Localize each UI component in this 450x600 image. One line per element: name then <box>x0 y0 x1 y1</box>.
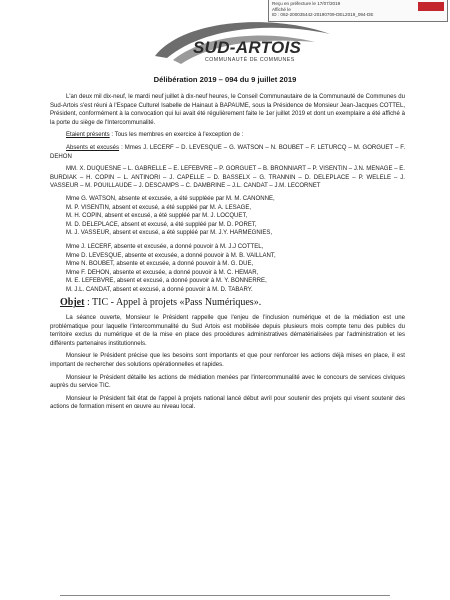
logo-subtitle: COMMUNAUTÉ DE COMMUNES <box>205 57 295 63</box>
absents-label: Absents et excusés <box>66 144 120 151</box>
pouvoirs-list <box>66 243 405 295</box>
suppleants-list <box>66 195 405 238</box>
list-item: Mme G. WATSON, absente et excusée, a été suppléée par M. M. CANONNE, <box>66 195 275 202</box>
prefecture-stamp <box>268 0 448 22</box>
list-item: M. J. VASSEUR, absent et excusé, a été suppléé par M. J.Y. HARMEGNIES, <box>66 230 273 237</box>
list-item: M. J.L. CANDAT, absent et excusé, a donné pouvoir à M. D. TABARY. <box>66 286 253 293</box>
list-item: Mme D. LEVESQUE, absente et excusée, a donné pouvoir à M. B. VAILLANT, <box>66 252 276 259</box>
prefecture-logo-icon <box>418 2 444 11</box>
logo-name: SUD-ARTOIS <box>193 38 302 57</box>
list-item: Mme N. BOUBET, absente et excusée, a donné pouvoir à M. G. DUE, <box>66 261 254 268</box>
presents-text: : Tous les membres en exercice à l'exception de : <box>109 132 244 139</box>
presents-line <box>50 131 405 140</box>
absents-text: : Mmes J. LECERF – D. LEVESQUE – G. WATSON – N. BOUBET – F. LETURCQ – M. GORGUET – F. DEHON <box>50 144 406 160</box>
list-item: M. H. COPIN, absent et excusé, a été suppléé par M. J. LOCQUET, <box>66 213 248 220</box>
intro-paragraph: L'an deux mil dix-neuf, le mardi neuf juillet à dix-neuf heures, le Conseil Communautaire de la Communauté de Communes du Sud-Artois s'est réuni à l'Espace Culturel Isabelle de Hainaut à BAPAUME, sous la Présidence de Monsieur Jean-Jacques COTTEL, Président, conformément à la convocation qui lui avait été régulièrement faite le 1er juillet 2019 et dont un exemplaire a été affiché à la porte du siège de l'Intercommunalité. <box>50 94 405 126</box>
stamp-received: Reçu en préfecture le 17/07/2019 <box>272 1 341 6</box>
footer-divider <box>60 595 390 596</box>
mm-absents-paragraph: MM. X. DUQUESNE – L. GABRELLE – E. LEFEBVRE – P. GORGUET – B. BRONNIART – P. VISENTIN – J.N. MENAGE – E. BURDIAK – H. COPIN – L. ANTINORI – J. CAPELLE – D. BASSELX – G. TRANNIN – D. DELEPLACE – P. WELELE – J. VASSEUR – M. POUILLAUDE – J. DESCAMPS – C. DAMBRINE – J.L. CANDAT – J.M. LECORNET <box>50 166 405 190</box>
body-paragraph: Monsieur le Président précise que les besoins sont importants et que pour renforcer les actions déjà mises en place, il est important de rechercher des solutions opérationnelles et rapides. <box>50 353 405 369</box>
list-item: Mme J. LECERF, absente et excusée, a donné pouvoir à M. J.J COTTEL, <box>66 243 264 250</box>
objet-text: : TIC - Appel à projets «Pass Numériques». <box>84 297 262 309</box>
absents-line <box>50 144 405 161</box>
list-item: M. E. LEFEBVRE, absent et excusé, a donné pouvoir à M. Y. BONNERRE, <box>66 278 267 285</box>
body-paragraph: Monsieur le Président fait état de l'appel à projets national lancé début avril pour soutenir des projets qui visent soutenir des actions de formation misent en œuvre au niveau local. <box>50 395 405 411</box>
document-body <box>50 93 405 416</box>
list-item: M. P. VISENTIN, absent et excusé, a été suppléé par M. A. LESAGE, <box>66 204 252 211</box>
stamp-posted: Affiché le <box>272 6 291 12</box>
objet-label: Objet <box>60 297 85 309</box>
presents-label: Etaient présents <box>66 132 110 139</box>
deliberation-title: Délibération 2019 – 094 du 9 juillet 2019 <box>153 75 297 84</box>
list-item: Mme F. DEHON, absente et excusée, a donné pouvoir à M. C. HEMAR, <box>66 269 259 276</box>
list-item: M. D. DELEPLACE, absent et excusé, a été suppléé par M. D. PORET, <box>66 221 257 228</box>
body-paragraph: La séance ouverte, Monsieur le Président rappelle que l'enjeu de l'inclusion numérique et de la médiation est une problématique pour laquelle l'intercommunalité du Sud Artois est mobilisée depuis plusieurs mois compte tenu des publics du territoire exclus du numérique et de la mise en place des procédures administratives dématérialisées par l'administration et les différents partenaires institutionnels. <box>50 315 405 347</box>
body-paragraph: Monsieur le Président détaille les actions de médiation menées par l'intercommunalité avec le concours de services civiques auprès du service TIC. <box>50 374 405 390</box>
sud-artois-logo <box>145 20 335 72</box>
objet-heading <box>60 299 405 308</box>
stamp-id: ID : 062-200035442-20190709-DEL2019_094-DE <box>272 12 374 18</box>
